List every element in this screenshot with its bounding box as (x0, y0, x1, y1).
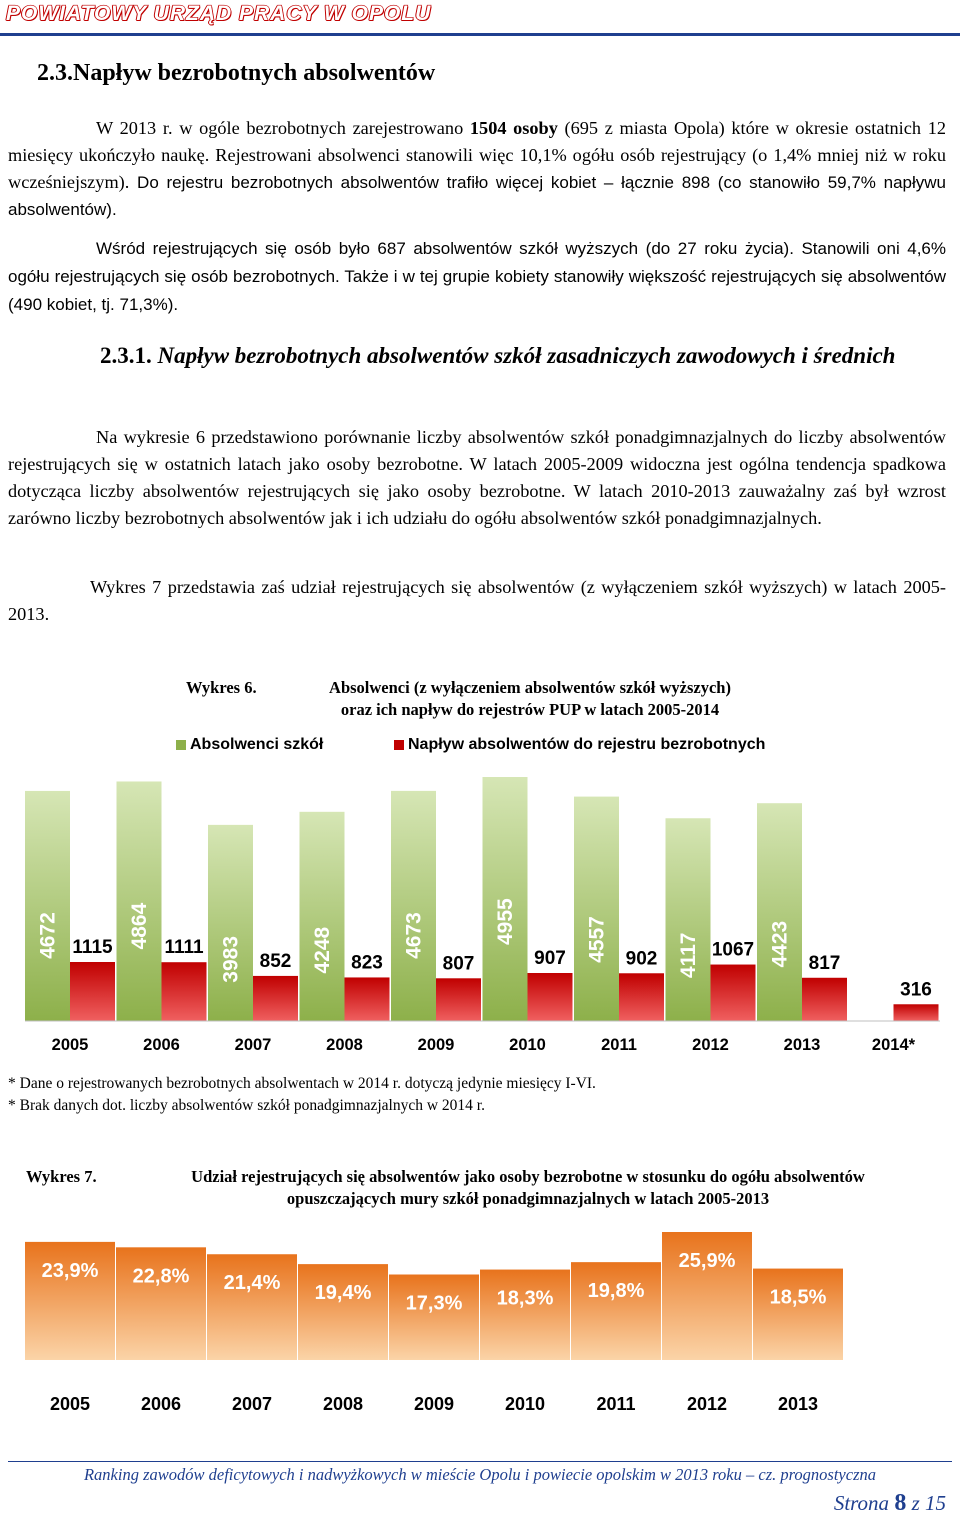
page-sep: z (906, 1491, 925, 1515)
chart6-title (280, 677, 780, 721)
inflow-value-label: 823 (351, 952, 383, 974)
inflow-bar (619, 973, 664, 1021)
chart6-year-label: 2006 (143, 1036, 180, 1054)
page-total: 15 (925, 1491, 946, 1515)
page-header (0, 0, 960, 38)
graduates-value-label: 4864 (128, 902, 151, 950)
chart6-year-label: 2007 (234, 1036, 272, 1054)
inflow-bar (70, 962, 115, 1021)
graduates-value-label: 4248 (311, 926, 334, 974)
paragraph-2: Wśród rejestrujących się osób było 687 absolwentów szkół wyższych (do 27 roku życia). Stanowili oni 4,6% ogółu rejestrujących się osób bezrobotnych. Także i w tej grupie kobiety stanowiły większość rejestrujących się absolwentów (490 kobiet, tj. 71,3%). (8, 239, 946, 314)
inflow-bar (253, 976, 298, 1021)
share-value-label: 25,9% (678, 1250, 736, 1272)
chart6-year-label: 2012 (692, 1036, 729, 1054)
share-value-label: 17,3% (405, 1292, 463, 1315)
graduates-value-label: 4672 (36, 912, 60, 959)
graduates-value-label: 4117 (677, 932, 700, 979)
page-number (834, 1490, 946, 1517)
subsection-number: 2.3.1. (100, 343, 152, 368)
graduates-value-label: 4557 (585, 916, 609, 963)
share-bar (753, 1269, 843, 1360)
chart6-year-label: 2009 (417, 1036, 455, 1054)
graduates-value-label: 3983 (219, 935, 243, 983)
chart7-year-label: 2007 (231, 1394, 273, 1414)
chart7-year-label: 2006 (140, 1394, 182, 1414)
share-value-label: 19,8% (587, 1280, 645, 1303)
graduates-bar (757, 803, 802, 1021)
legend-swatch-inflow (394, 740, 404, 750)
chart6-svg (0, 760, 960, 1070)
header-rule (0, 33, 960, 36)
page-current: 8 (894, 1490, 907, 1516)
footer-rule (8, 1461, 952, 1462)
legend-item-graduates (176, 734, 323, 756)
inflow-value-label: 316 (900, 979, 932, 1001)
inflow-bar (436, 978, 481, 1021)
chart6-label: Wykres 6. (186, 678, 257, 697)
chart7-year-label: 2009 (413, 1394, 455, 1414)
share-bar (207, 1254, 297, 1360)
chart6-year-label: 2008 (326, 1036, 363, 1054)
chart7-svg (0, 1220, 960, 1420)
subsection-text: Napływ bezrobotnych absolwentów szkół zasadniczych zawodowych i średnich (157, 343, 896, 368)
share-bar (116, 1247, 206, 1360)
chart6-year-label: 2013 (783, 1036, 821, 1054)
share-bar (298, 1264, 388, 1360)
chart6-note-1: * Dane o rejestrowanych bezrobotnych absolwentach w 2014 r. dotyczą jedynie miesięcy I-VI. (8, 1075, 596, 1092)
inflow-value-label: 807 (442, 953, 475, 975)
chart6-title-line2: oraz ich napływ do rejestrów PUP w latach 2005-2014 (340, 700, 720, 719)
chart7-title-line2: opuszczających mury szkół ponadgimnazjalnych w latach 2005-2013 (286, 1189, 770, 1208)
p1-pre: W 2013 r. w ogóle bezrobotnych zarejestrowano (96, 118, 470, 138)
share-value-label: 23,9% (41, 1259, 99, 1282)
inflow-value-label: 817 (808, 952, 841, 974)
graduates-bar (300, 812, 345, 1021)
inflow-bar (894, 1004, 939, 1021)
graduates-bar (391, 791, 436, 1021)
chart7-year-label: 2012 (686, 1394, 728, 1414)
graduates-bar (574, 797, 619, 1021)
paragraph-3: Na wykresie 6 przedstawiono porównanie liczby absolwentów szkół ponadgimnazjalnych do liczby absolwentów rejestrujących się w ostatnich latach jako osoby bezrobotne. W latach 2005-2009 widoczna jest ogólna tendencja spadkowa dotycząca liczby absolwentów rejestrujących się jako osoby bezrobotne. W latach 2010-2013 zauważalny zaś był wzrost zarówno liczby bezrobotnych absolwentów jak i ich udziału do ogółu absolwentów szkół ponadgimnazjalnych. (8, 427, 946, 528)
p1-post: (695 z miasta Opola) które w okresie ostatnich 12 miesięcy ukończyło naukę. Rejestrowani absolwenci stanowili więc 10,1% ogółu osób rejestrujący (o 1,4% mniej niż w roku wcześniejszym). (8, 118, 946, 192)
share-bar (480, 1270, 570, 1360)
p1-sans: Do rejestru bezrobotnych absolwentów trafiło więcej kobiet – łącznie 898 (co stanowiło 59,7% napływu absolwentów). (8, 173, 946, 219)
graduates-bar (117, 781, 162, 1021)
inflow-value-label: 852 (259, 950, 292, 972)
inflow-bar (528, 973, 573, 1021)
graduates-value-label: 4955 (494, 898, 517, 945)
graduates-value-label: 4673 (402, 912, 426, 959)
chart6-legend (172, 734, 872, 756)
graduates-bar (25, 791, 70, 1021)
chart6-year-label: 2005 (51, 1036, 89, 1054)
legend-label-inflow: Napływ absolwentów do rejestru bezrobotnych (408, 736, 766, 753)
legend-item-inflow (394, 734, 765, 756)
graduates-bar (208, 825, 253, 1021)
chart7-year-label: 2010 (504, 1394, 546, 1414)
share-value-label: 18,5% (769, 1286, 827, 1309)
header-title: POWIATOWY URZĄD PRACY W OPOLU (6, 2, 432, 25)
share-value-label: 21,4% (223, 1272, 281, 1295)
chart6-note-2: * Brak danych dot. liczby absolwentów szkół ponadgimnazjalnych w 2014 r. (8, 1097, 485, 1114)
share-value-label: 18,3% (496, 1287, 554, 1310)
inflow-value-label: 907 (534, 948, 566, 970)
page-prefix: Strona (833, 1491, 895, 1515)
inflow-value-label: 1115 (72, 937, 113, 958)
graduates-bar (666, 818, 711, 1021)
section-title: 2.3.Napływ bezrobotnych absolwentów (37, 60, 436, 86)
inflow-bar (345, 977, 390, 1021)
inflow-bar (802, 978, 847, 1021)
chart7-title-line1: Udział rejestrujących się absolwentów jako osoby bezrobotne w stosunku do ogółu absolwentów (191, 1167, 865, 1186)
chart7-label: Wykres 7. (26, 1167, 97, 1186)
paragraph-1 (8, 115, 946, 223)
chart7-year-label: 2008 (322, 1394, 364, 1414)
chart6-year-label: 2011 (601, 1036, 637, 1054)
p1-bold: 1504 osoby (469, 118, 558, 138)
chart6-year-label: 2010 (509, 1036, 546, 1054)
share-bar (389, 1275, 479, 1360)
paragraph-4: Wykres 7 przedstawia zaś udział rejestrujących się absolwentów (z wyłączeniem szkół wyższych) w latach 2005-2013. (8, 577, 946, 624)
chart6-title-line1: Absolwenci (z wyłączeniem absolwentów szkół wyższych) (329, 678, 731, 697)
chart7-year-label: 2005 (49, 1394, 91, 1414)
chart7-title (115, 1166, 941, 1210)
chart7-year-label: 2013 (777, 1394, 819, 1414)
chart7-year-label: 2011 (596, 1394, 636, 1414)
share-bar (571, 1262, 661, 1360)
inflow-bar (711, 965, 756, 1021)
chart6-year-label: 2014* (871, 1036, 916, 1054)
legend-swatch-graduates (176, 740, 186, 750)
inflow-value-label: 902 (625, 948, 658, 970)
inflow-value-label: 1067 (711, 939, 755, 961)
share-value-label: 19,4% (314, 1282, 372, 1305)
inflow-value-label: 1111 (164, 937, 204, 959)
footer-text: Ranking zawodów deficytowych i nadwyżkowych w mieście Opolu i powiecie opolskim w 2013 roku – cz. prognostyczna (83, 1465, 877, 1484)
graduates-value-label: 4423 (768, 920, 792, 968)
inflow-bar (162, 962, 207, 1021)
share-value-label: 22,8% (132, 1265, 190, 1288)
subsection-title (100, 340, 940, 371)
legend-label-graduates: Absolwenci szkół (190, 736, 324, 753)
